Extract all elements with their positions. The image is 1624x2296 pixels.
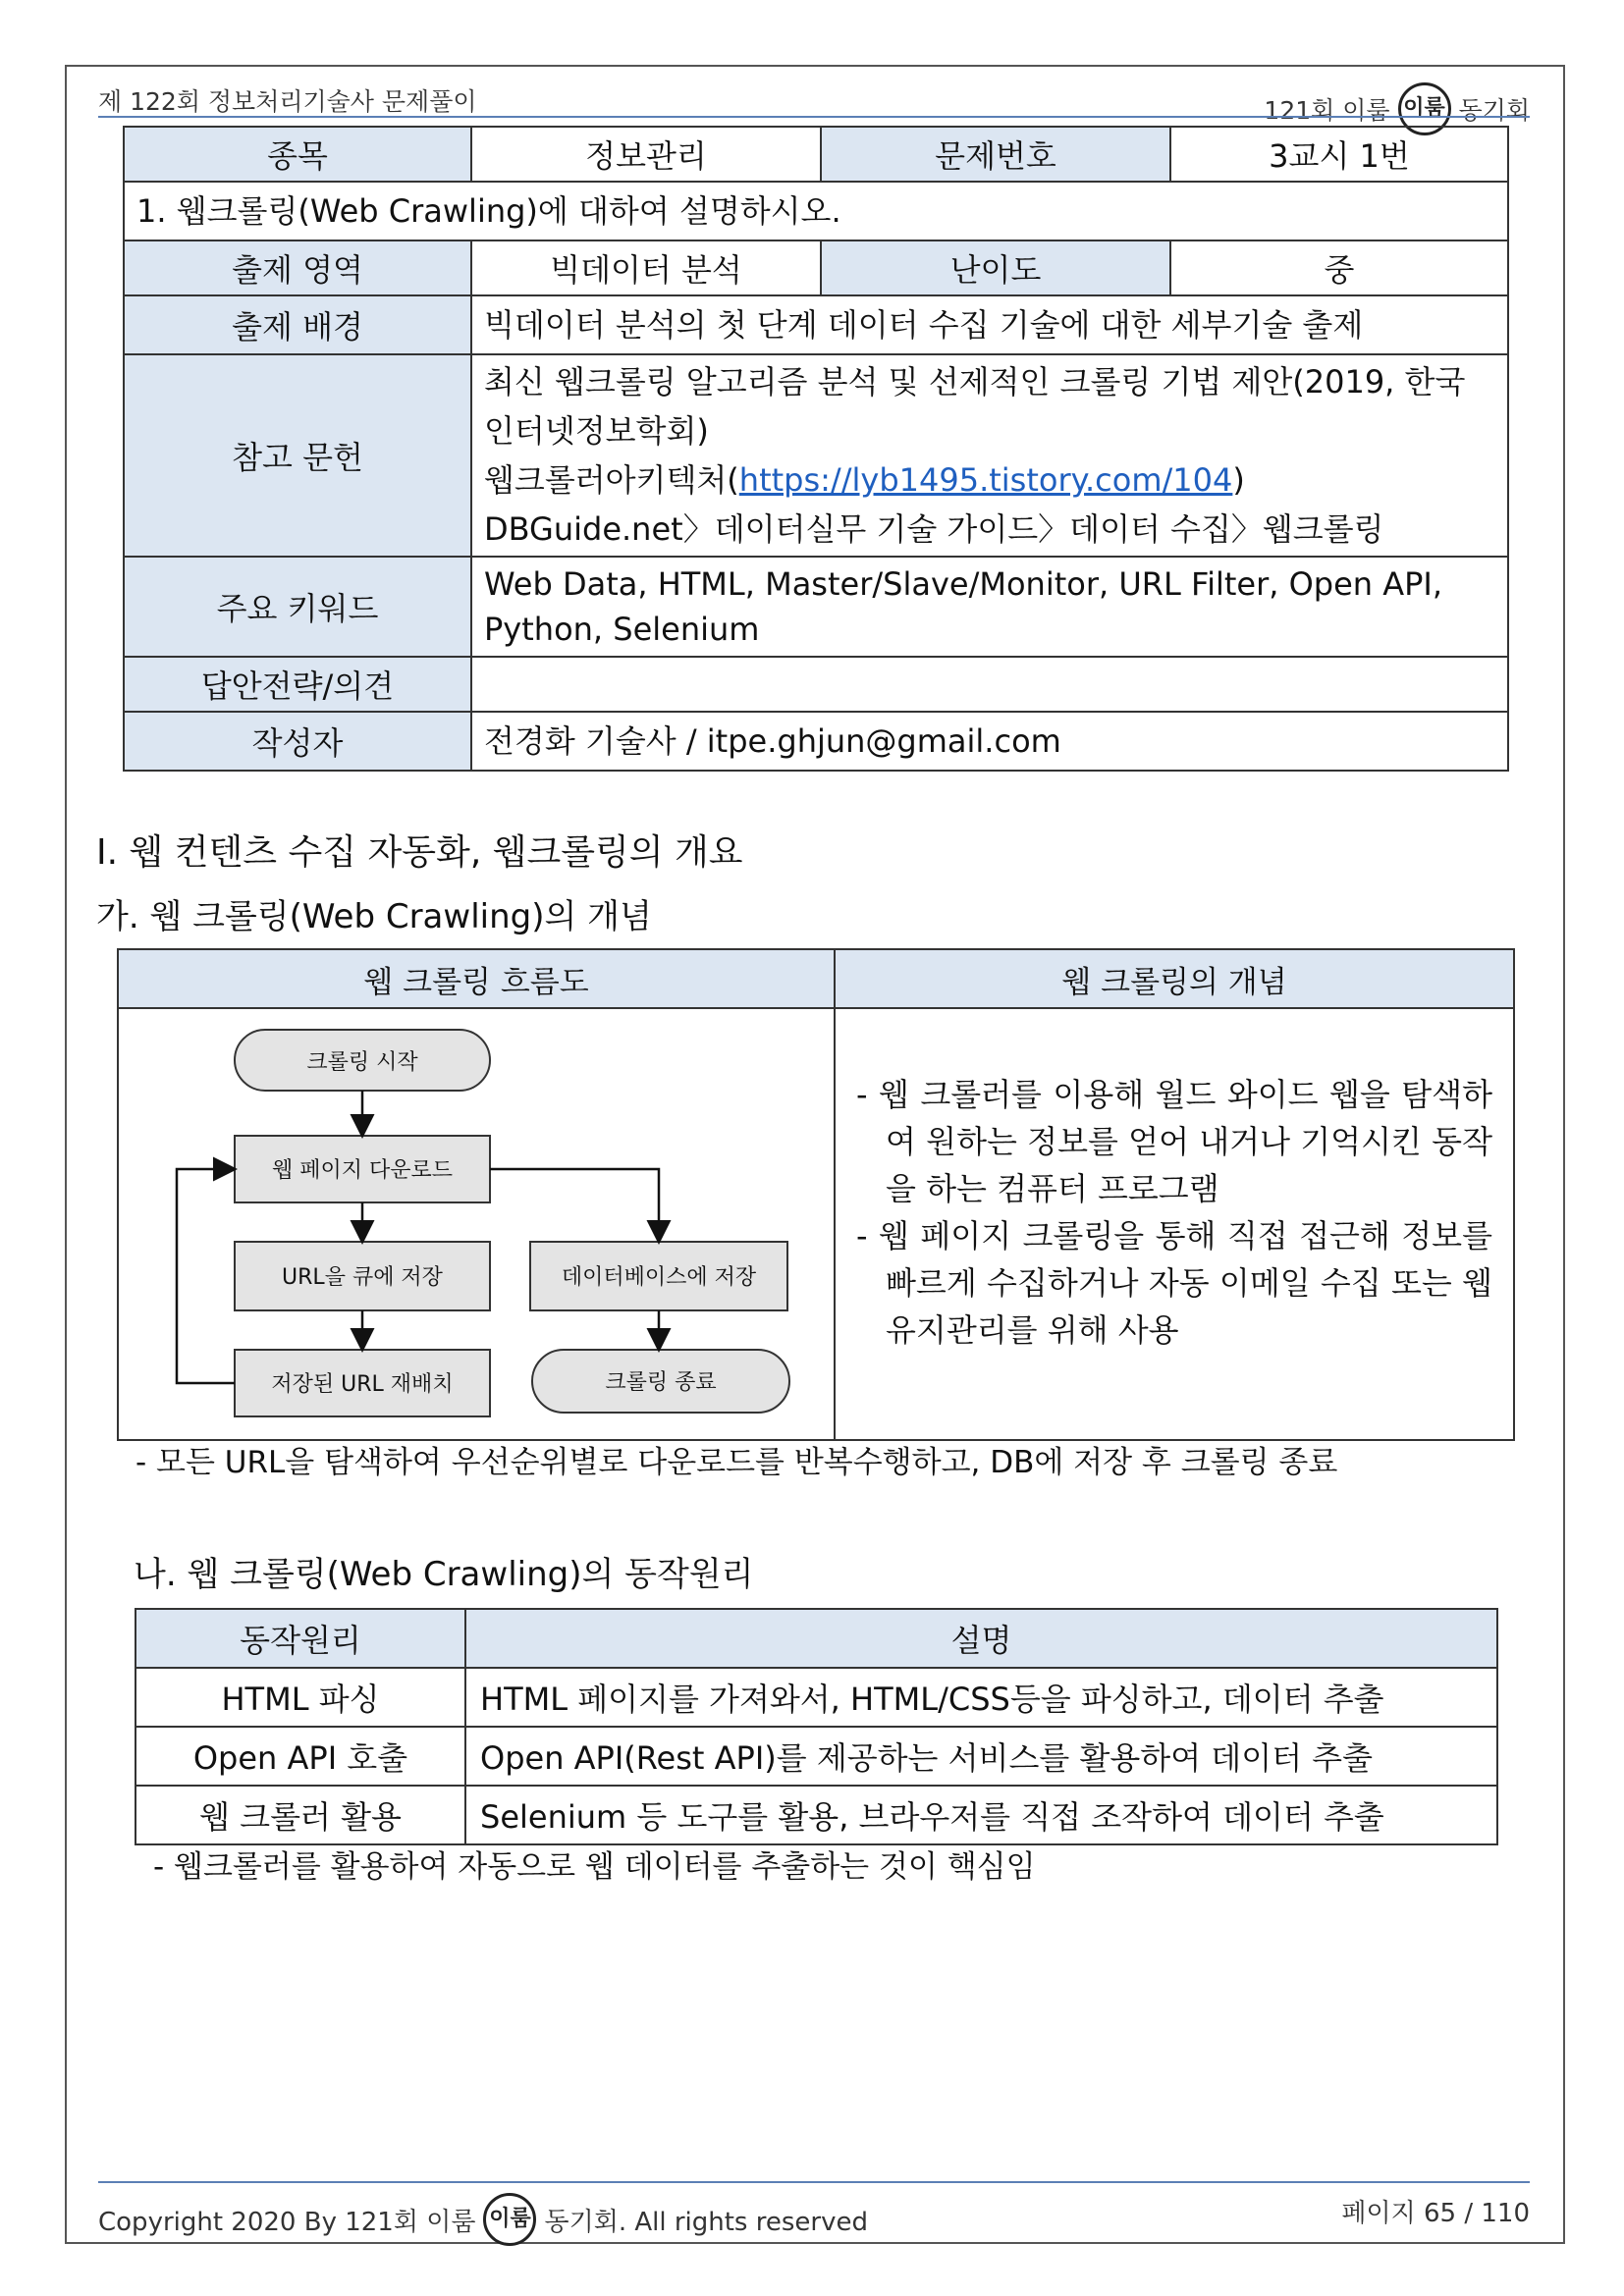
principles-note: - 웹크롤러를 활용하여 자동으로 웹 데이터를 추출하는 것이 핵심임 [153, 1849, 1036, 1885]
principles-col-1: 동작원리 [135, 1609, 465, 1668]
footer-copyright-suffix: 동기회. All rights reserved [544, 2207, 868, 2237]
principle-desc-cell: HTML 페이지를 가져와서, HTML/CSS등을 파싱하고, 데이터 추출 [465, 1668, 1497, 1727]
background-value: 빅데이터 분석의 첫 단계 데이터 수집 기술에 대한 세부기술 출제 [471, 295, 1508, 354]
category-label: 종목 [124, 127, 471, 182]
concept-header: 웹 크롤링의 개념 [835, 949, 1514, 1008]
principle-cell: 웹 크롤러 활용 [135, 1786, 465, 1844]
flow-edge-download-db [490, 1169, 659, 1240]
difficulty-label: 난이도 [821, 240, 1170, 295]
difficulty-value: 중 [1170, 240, 1508, 295]
footer-copyright-prefix: Copyright 2020 By 121회 이룸 [98, 2207, 476, 2237]
seal-logo-icon: 이룸 [1398, 82, 1451, 135]
question-info-table [123, 126, 1509, 772]
header-divider [98, 116, 1530, 118]
flow-header: 웹 크롤링 흐름도 [118, 949, 835, 1008]
flow-node-relocate-label: 저장된 URL 재배치 [271, 1372, 454, 1397]
flow-edge-relocate-download [177, 1169, 235, 1383]
flow-node-end-label: 크롤링 종료 [605, 1370, 717, 1395]
qnum-label: 문제번호 [821, 127, 1170, 182]
strategy-value [471, 657, 1508, 712]
ref-2-link[interactable]: https://lyb1495.tistory.com/104 [738, 461, 1233, 499]
flow-node-queue-label: URL을 큐에 저장 [282, 1265, 443, 1290]
principles-col-2: 설명 [465, 1609, 1497, 1668]
principles-table [135, 1608, 1498, 1845]
header-group-suffix: 동기회 [1458, 96, 1530, 125]
background-label: 출제 배경 [124, 295, 471, 354]
flow-note: - 모든 URL을 탐색하여 우선순위별로 다운로드를 반복수행하고, DB에 저장 후 크롤링 종료 [135, 1445, 1338, 1480]
qnum-value: 3교시 1번 [1170, 127, 1508, 182]
footer-copyright [98, 2193, 868, 2246]
section-1-title: I. 웹 컨텐츠 수집 자동화, 웹크롤링의 개요 [96, 832, 743, 873]
concept-item: - 웹 페이지 크롤링을 통해 직접 접근해 정보를 빠르게 수집하거나 자동 이메일 수집 또는 웹 유지관리를 위해 사용 [856, 1217, 1492, 1349]
area-value: 빅데이터 분석 [471, 240, 821, 295]
category-value: 정보관리 [471, 127, 821, 182]
area-label: 출제 영역 [124, 240, 471, 295]
table-row [135, 1727, 1497, 1786]
flow-node-db-label: 데이터베이스에 저장 [561, 1265, 757, 1290]
keywords-label: 주요 키워드 [124, 557, 471, 657]
strategy-label: 답안전략/의견 [124, 657, 471, 712]
refs-label: 참고 문헌 [124, 354, 471, 557]
table-row [135, 1786, 1497, 1844]
principle-desc-cell: Selenium 등 도구를 활용, 브라우저를 직접 조작하여 데이터 추출 [465, 1786, 1497, 1844]
ref-2 [484, 455, 1495, 505]
refs-value [471, 354, 1508, 557]
flow-node-download-label: 웹 페이지 다운로드 [271, 1158, 454, 1183]
ref-2-prefix: 웹크롤러아키텍처( [484, 461, 739, 499]
page-number: 페이지 65 / 110 [1341, 2199, 1530, 2228]
section-1a-title: 가. 웹 크롤링(Web Crawling)의 개념 [96, 897, 652, 936]
crawling-flowchart [120, 1010, 833, 1434]
flow-node-start-label: 크롤링 시작 [306, 1050, 418, 1075]
page-footer [98, 2187, 1530, 2236]
flowchart-cell [118, 1008, 835, 1440]
question-text: 1. 웹크롤링(Web Crawling)에 대하여 설명하시오. [124, 182, 1508, 240]
ref-1: 최신 웹크롤링 알고리즘 분석 및 선제적인 크롤링 기법 제안(2019, 한국인터넷정보학회) [484, 363, 1466, 450]
table-row [135, 1668, 1497, 1727]
principle-cell: Open API 호출 [135, 1727, 465, 1786]
header-title: 제 122회 정보처리기술사 문제풀이 [98, 87, 477, 116]
seal-logo-icon: 이룸 [483, 2193, 536, 2246]
header-group-prefix: 121회 이룸 [1264, 96, 1390, 125]
principle-cell: HTML 파싱 [135, 1668, 465, 1727]
concept-item: - 웹 크롤러를 이용해 월드 와이드 웹을 탐색하여 원하는 정보를 얻어 내거나 기억시킨 동작을 하는 컴퓨터 프로그램 [856, 1076, 1492, 1207]
page-header [98, 77, 1530, 125]
author-label: 작성자 [124, 712, 471, 771]
concept-description [837, 1010, 1512, 1354]
ref-3: DBGuide.net〉데이터실무 기술 가이드〉데이터 수집〉웹크롤링 [484, 510, 1384, 548]
keywords-value: Web Data, HTML, Master/Slave/Monitor, URL Filter, Open API, Python, Selenium [471, 557, 1508, 657]
ref-2-suffix: ) [1232, 461, 1245, 499]
author-value: 전경화 기술사 / itpe.ghjun@gmail.com [471, 712, 1508, 771]
footer-divider [98, 2181, 1530, 2183]
section-1b-title: 나. 웹 크롤링(Web Crawling)의 동작원리 [134, 1555, 754, 1594]
principle-desc-cell: Open API(Rest API)를 제공하는 서비스를 활용하여 데이터 추출 [465, 1727, 1497, 1786]
concept-cell [835, 1008, 1514, 1440]
concept-table [117, 948, 1515, 1441]
